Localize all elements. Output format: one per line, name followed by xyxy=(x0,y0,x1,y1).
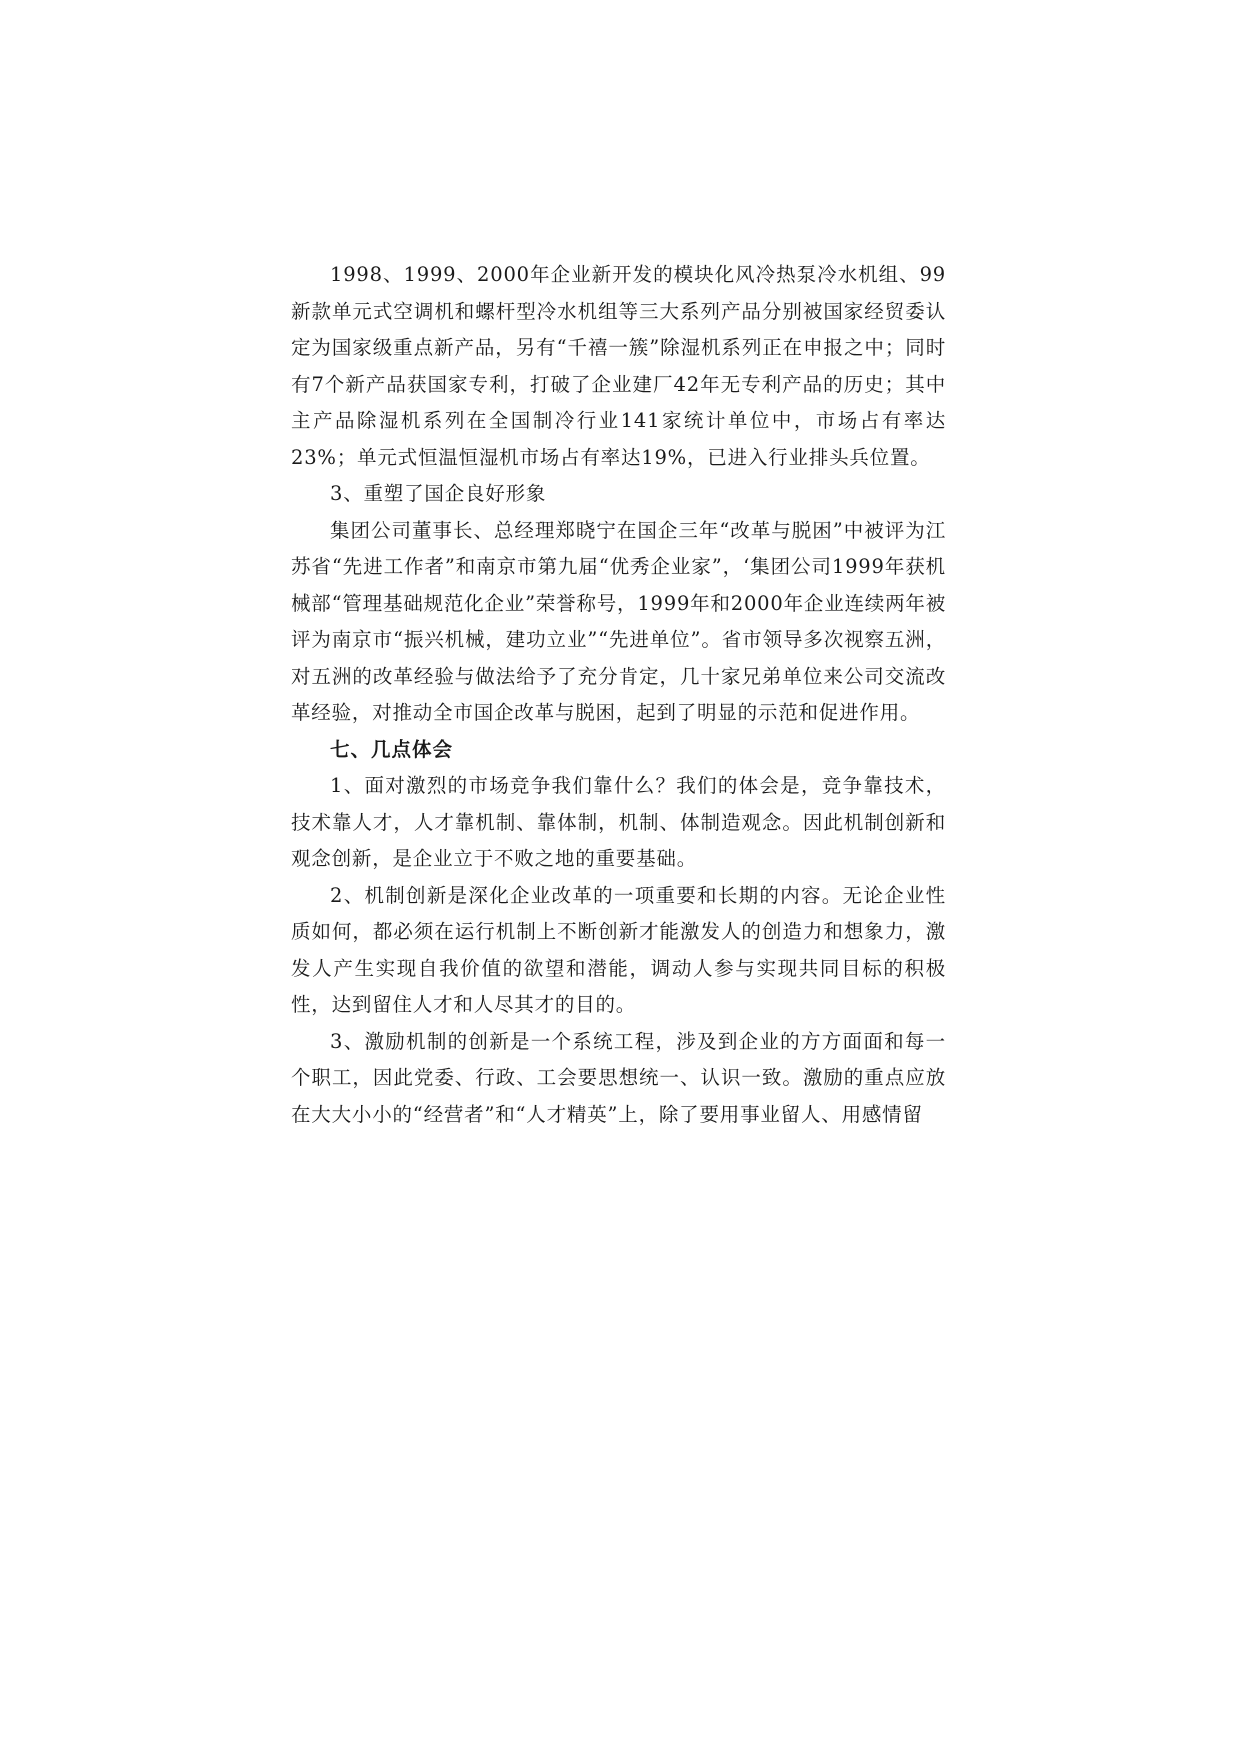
paragraph-experience-2: 2、机制创新是深化企业改革的一项重要和长期的内容。无论企业性质如何，都必须在运行机制上不断创新才能激发人的创造力和想象力，激发人产生实现自我价值的欲望和潜能，调动人参与实现共同目标的积极性，达到留住人才和人尽其才的目的。 xyxy=(291,883,946,1016)
paragraph-experience-1: 1、面对激烈的市场竞争我们靠什么？我们的体会是，竞争靠技术，技术靠人才，人才靠机制、靠体制，机制、体制造观念。因此机制创新和观念创新，是企业立于不败之地的重要基础。 xyxy=(291,774,946,870)
document-body xyxy=(291,257,946,1133)
section-heading-experiences: 七、几点体会 xyxy=(330,737,454,761)
subheading-reshape-image: 3、重塑了国企良好形象 xyxy=(330,482,547,505)
paragraph-honors: 集团公司董事长、总经理郑晓宁在国企三年“改革与脱困”中被评为江苏省“先进工作者”和南京市第九届“优秀企业家”，‘集团公司1999年获机械部“管理基础规范化企业”荣誉称号，1999年和2000年企业连续两年被评为南京市“振兴机械，建功立业”“先进单位”。省市领导多次视察五洲，对五洲的改革经验与做法给予了充分肯定，几十家兄弟单位来公司交流改革经验，对推动全市国企改革与脱困，起到了明显的示范和促进作用。 xyxy=(291,518,946,724)
paragraph-new-products: 1998、1999、2000年企业新开发的模块化风冷热泵冷水机组、99新款单元式空调机和螺杆型冷水机组等三大系列产品分别被国家经贸委认定为国家级重点新产品，另有“千禧一簇”除湿机系列正在申报之中；同时有7个新产品获国家专利，打破了企业建厂42年无专利产品的历史；其中主产品除湿机系列在全国制冷行业141家统计单位中，市场占有率达23%；单元式恒温恒湿机市场占有率达19%，已进入行业排头兵位置。 xyxy=(291,263,946,469)
paragraph-experience-3: 3、激励机制的创新是一个系统工程，涉及到企业的方方面面和每一个职工，因此党委、行政、工会要思想统一、认识一致。激励的重点应放在大大小小的“经营者”和“人才精英”上，除了要用事业留人、用感情留 xyxy=(291,1029,946,1126)
